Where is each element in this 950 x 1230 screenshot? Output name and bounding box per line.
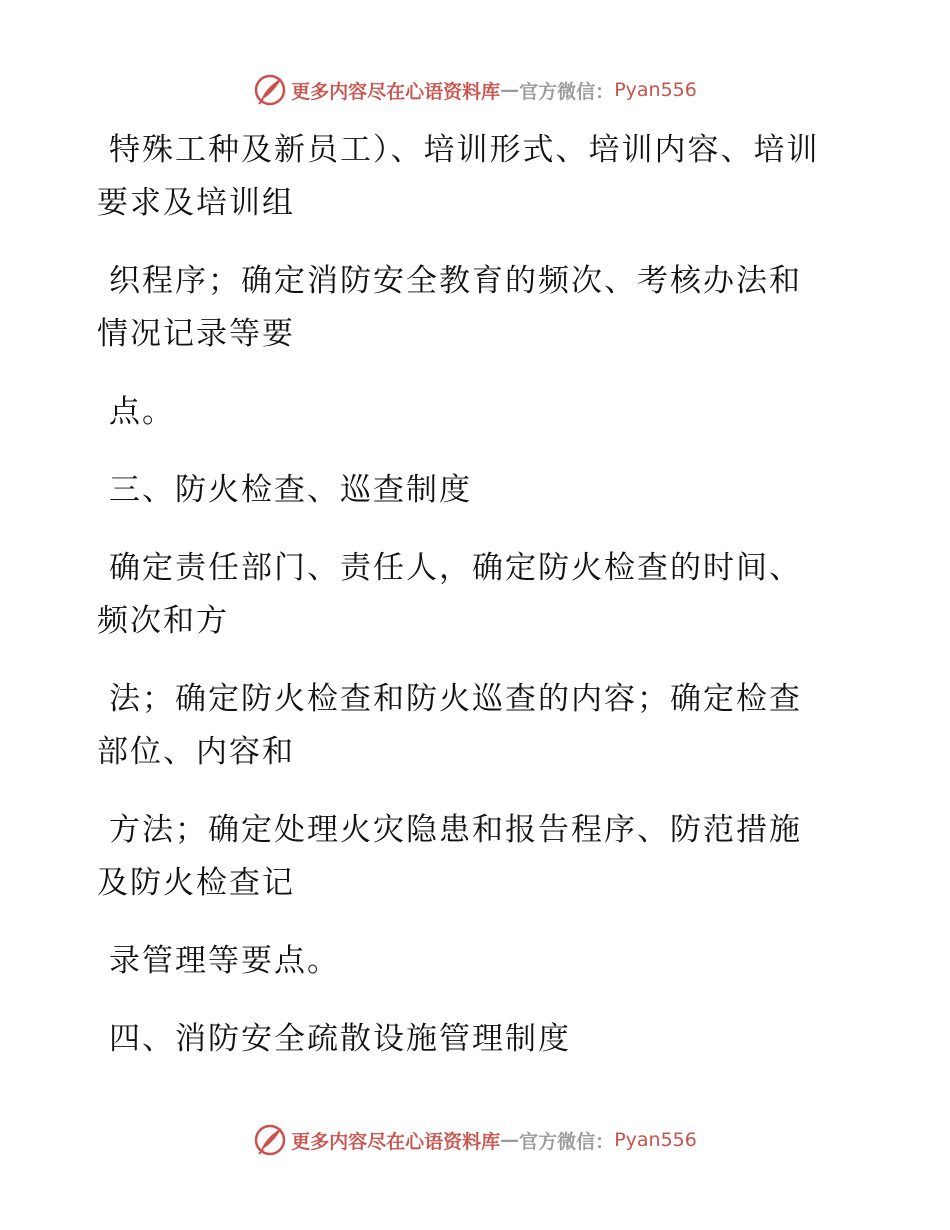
paragraph: 点。 — [109, 394, 175, 430]
page-header-banner — [0, 70, 950, 110]
footer-wechat-id: Pyan556 — [614, 1129, 697, 1151]
paragraph: 确定责任部门、责任人，确定防火检查的时间、频次和方 — [97, 550, 802, 639]
feather-pen-logo-icon — [253, 73, 287, 107]
document-body — [97, 124, 832, 1091]
footer-wechat-label: 官方微信： — [519, 1130, 615, 1153]
section-heading: 四、消防安全疏散设施管理制度 — [109, 1021, 571, 1057]
paragraph: 录管理等要点。 — [109, 943, 340, 979]
header-wechat-label: 官方微信： — [519, 80, 615, 103]
header-wechat-id: Pyan556 — [614, 79, 697, 101]
header-site-text: 更多内容尽在心语资料库 — [291, 80, 501, 103]
footer-site-text: 更多内容尽在心语资料库 — [291, 1130, 501, 1153]
feather-pen-logo-icon — [253, 1123, 287, 1157]
paragraph: 织程序；确定消防安全教育的频次、考核办法和情况记录等要 — [97, 263, 802, 352]
section-heading: 三、防火检查、巡查制度 — [109, 472, 472, 508]
paragraph: 方法；确定处理火灾隐患和报告程序、防范措施及防火检查记 — [97, 812, 802, 901]
header-dash: — — [500, 79, 520, 101]
footer-dash: — — [500, 1129, 520, 1151]
paragraph: 特殊工种及新员工）、培训形式、培训内容、培训要求及培训组 — [97, 132, 820, 221]
paragraph: 法；确定防火检查和防火巡查的内容；确定检查部位、内容和 — [97, 681, 802, 770]
page-footer-banner — [0, 1120, 950, 1160]
